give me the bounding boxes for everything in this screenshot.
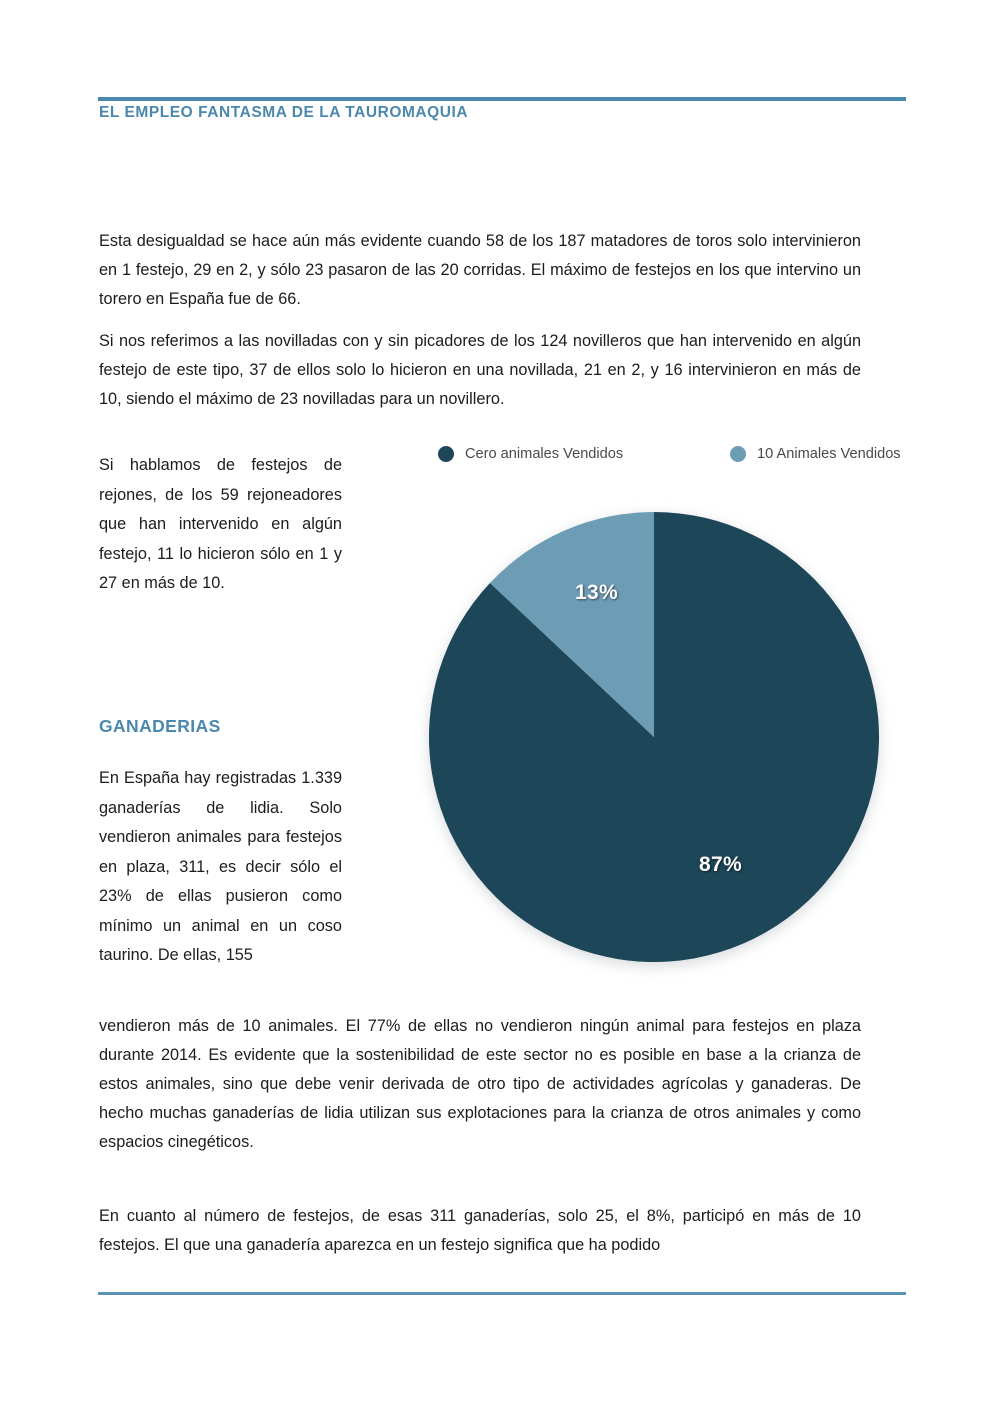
legend-item-cero-animales — [438, 446, 623, 462]
legend-item-10-animales — [730, 446, 901, 462]
paragraph-intro: Esta desigualdad se hace aún más evidente cuando 58 de los 187 matadores de toros solo intervinieron en 1 festejo, 29 en 2, y sólo 23 pasaron de las 20 corridas. El máximo de festejos en los que intervino un torero en España fue de 66. — [99, 232, 861, 309]
paragraph-ganaderias: En España hay registradas 1.339 ganaderías de lidia. Solo vendieron animales para festejos en plaza, 311, es decir sólo el 23% de ellas pusieron como mínimo un animal en un coso taurino. De ellas, 155 — [99, 769, 342, 965]
legend-label-cero-animales: Cero animales Vendidos — [465, 446, 624, 462]
header-divider — [98, 97, 906, 101]
footer-divider — [98, 1292, 906, 1295]
paragraph-festejos: En cuanto al número de festejos, de esas 311 ganaderías, solo 25, el 8%, participó en más de 10 festejos. El que una ganadería aparezca en un festejo significa que ha podido — [99, 1207, 861, 1255]
page-title: EL EMPLEO FANTASMA DE LA TAUROMAQUIA — [99, 104, 469, 121]
chart-legend — [402, 446, 942, 476]
legend-swatch-icon-light — [730, 446, 746, 462]
paragraph-ganaderias-continued: vendieron más de 10 animales. El 77% de ellas no vendieron ningún animal para festejos en plaza durante 2014. Es evidente que la sostenibilidad de este sector no es posible en base a la crianza de estos animales, sino que debe venir derivada de otro tipo de actividades agrícolas y ganaderas. De hecho muchas ganaderías de lidia utilizan sus explotaciones para la crianza de otros animales y como espacios cinegéticos. — [99, 1017, 861, 1152]
paragraph-novilleros: Si nos referimos a las novilladas con y sin picadores de los 124 novilleros que han intervenido en algún festejo de este tipo, 37 de ellos solo lo hicieron en una novillada, 21 en 2, y 16 intervinieron en más de 10, siendo el máximo de 23 novilladas para un novillero. — [99, 332, 861, 409]
pie-graphic — [425, 508, 883, 966]
pie-chart — [368, 432, 943, 987]
pie-label-87-percent: 87% — [699, 853, 742, 876]
paragraph-rejones: Si hablamos de festejos de rejones, de los 59 rejoneadores que han intervenido en algún festejo, 11 lo hicieron sólo en 1 y 27 en más de 10. — [99, 456, 342, 593]
legend-swatch-icon-dark — [438, 446, 454, 462]
legend-label-10-animales: 10 Animales Vendidos — [757, 446, 901, 462]
pie-slices — [425, 508, 883, 966]
section-heading-ganaderias: GANADERIAS — [99, 716, 221, 736]
pie-label-13-percent: 13% — [575, 581, 618, 604]
